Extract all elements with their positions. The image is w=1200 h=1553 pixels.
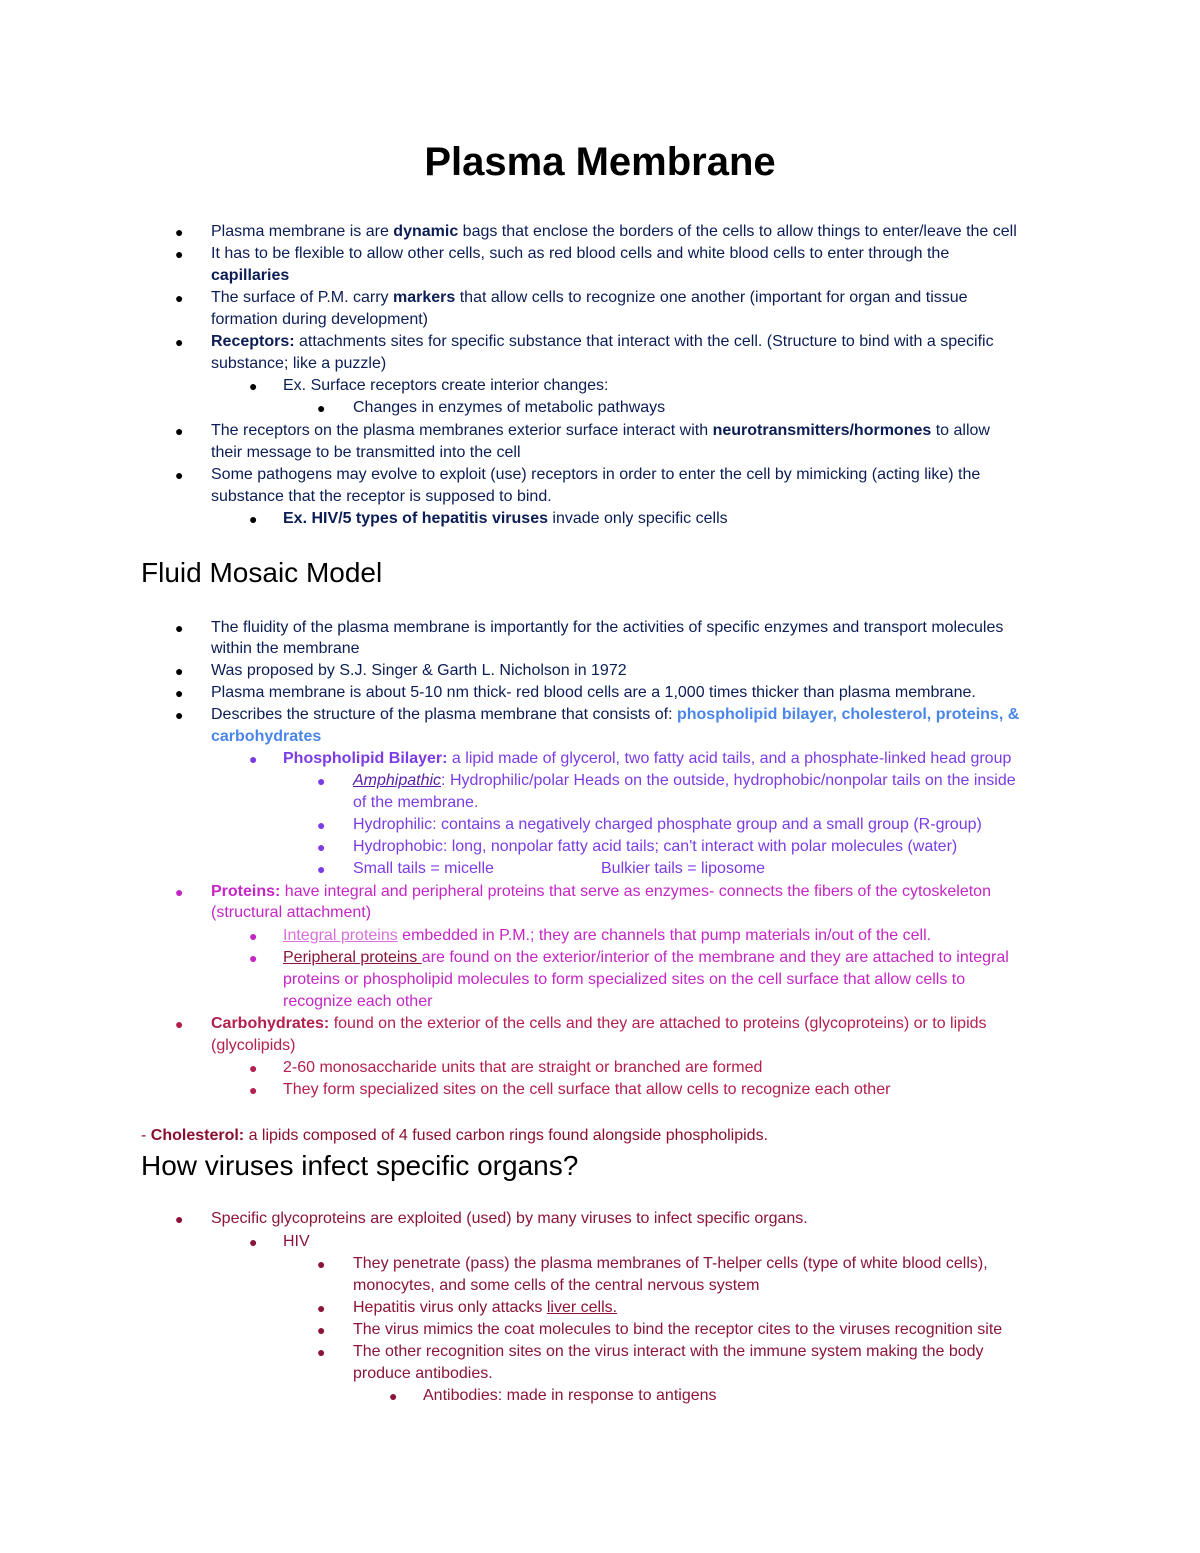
- list-item-cont: substance that the receptor is supposed to bind.: [211, 488, 552, 505]
- bullet: ●: [175, 620, 184, 636]
- list-item: Phospholipid Bilayer: a lipid made of glycerol, two fatty acid tails, and a phosphate-linked head group: [283, 750, 1012, 767]
- bullet: ●: [317, 1322, 326, 1338]
- list-item: Specific glycoproteins are exploited (used) by many viruses to infect specific organs.: [211, 1210, 808, 1227]
- bullet: ●: [175, 1211, 184, 1227]
- list-item: 2-60 monosaccharide units that are straight or branched are formed: [283, 1059, 763, 1076]
- bullet: ●: [175, 685, 184, 701]
- list-item: Receptors: attachments sites for specific substance that interact with the cell. (Structure to bind with a specific: [211, 333, 994, 350]
- list-item: The fluidity of the plasma membrane is importantly for the activities of specific enzymes and transport molecules: [211, 619, 1004, 636]
- list-item: Plasma membrane is about 5-10 nm thick- red blood cells are a 1,000 times thicker than plasma membrane.: [211, 684, 976, 701]
- bullet: ●: [175, 884, 184, 900]
- bullet: ●: [249, 511, 258, 527]
- list-item: It has to be flexible to allow other cells, such as red blood cells and white blood cells to enter through the: [211, 245, 950, 262]
- bullet: ●: [175, 467, 184, 483]
- list-item-cont: capillaries: [211, 267, 290, 284]
- list-item: The receptors on the plasma membranes exterior surface interact with neurotransmitters/hormones to allow: [211, 422, 990, 439]
- section-heading: How viruses infect specific organs?: [141, 1150, 579, 1181]
- list-item: Hydrophobic: long, nonpolar fatty acid tails; can't interact with polar molecules (water): [353, 838, 958, 855]
- bullet: ●: [175, 246, 184, 262]
- list-item: Integral proteins embedded in P.M.; they are channels that pump materials in/out of the cell.: [283, 927, 932, 944]
- list-item-cont: (glycolipids): [211, 1037, 296, 1054]
- list-item: Proteins: have integral and peripheral proteins that serve as enzymes- connects the fibers of the cytoskeleton: [211, 883, 991, 900]
- bullet: ●: [249, 928, 258, 944]
- list-item: They penetrate (pass) the plasma membranes of T-helper cells (type of white blood cells),: [353, 1255, 988, 1272]
- list-item-cont: proteins or phospholipid molecules to form specialized sites on the cell surface that allow cells to: [283, 971, 966, 988]
- list-item: Carbohydrates: found on the exterior of the cells and they are attached to proteins (glycoproteins) or to lipids: [211, 1015, 987, 1032]
- list-item: HIV: [283, 1233, 310, 1250]
- list-item: Small tails = micelle: [353, 860, 494, 877]
- list-item-cont: produce antibodies.: [353, 1365, 493, 1382]
- list-item: The virus mimics the coat molecules to bind the receptor cites to the viruses recognition site: [353, 1321, 1003, 1338]
- bullet: ●: [175, 224, 184, 240]
- bullet: ●: [317, 1300, 326, 1316]
- bullet: ●: [389, 1388, 398, 1404]
- bullet: ●: [175, 423, 184, 439]
- bullet: ●: [317, 773, 326, 789]
- bullet: ●: [249, 1082, 258, 1098]
- list-item-cont: their message to be transmitted into the cell: [211, 444, 521, 461]
- list-item-cont: recognize each other: [283, 993, 433, 1010]
- list-item-cont: within the membrane: [211, 640, 360, 657]
- list-item-cont: carbohydrates: [211, 728, 322, 745]
- bullet: ●: [249, 751, 258, 767]
- bullet: ●: [317, 861, 326, 877]
- bullet: ●: [175, 707, 184, 723]
- bullet: ●: [317, 1256, 326, 1272]
- bullet: ●: [249, 950, 258, 966]
- page-title: Plasma Membrane: [424, 140, 776, 184]
- list-item: Hepatitis virus only attacks liver cells.: [353, 1299, 618, 1316]
- list-item: They form specialized sites on the cell surface that allow cells to recognize each other: [283, 1081, 891, 1098]
- section-heading: Fluid Mosaic Model: [141, 557, 383, 588]
- bullet: ●: [175, 1016, 184, 1032]
- bullet: ●: [317, 400, 326, 416]
- bullet: ●: [317, 839, 326, 855]
- list-item: Peripheral proteins are found on the exterior/interior of the membrane and they are attached to integral: [283, 949, 1009, 966]
- list-item: Was proposed by S.J. Singer & Garth L. Nicholson in 1972: [211, 662, 627, 679]
- bullet: ●: [317, 1344, 326, 1360]
- bullet: ●: [249, 1234, 258, 1250]
- bullet: ●: [175, 290, 184, 306]
- list-item: Ex. Surface receptors create interior changes:: [283, 377, 609, 394]
- list-item-cont: of the membrane.: [353, 794, 479, 811]
- list-item-cont: substance; like a puzzle): [211, 355, 387, 372]
- list-item: Ex. HIV/5 types of hepatitis viruses invade only specific cells: [283, 510, 728, 527]
- bullet: ●: [249, 378, 258, 394]
- bullet: ●: [249, 1060, 258, 1076]
- list-item: Changes in enzymes of metabolic pathways: [353, 399, 666, 416]
- cholesterol-line: - Cholesterol: a lipids composed of 4 fused carbon rings found alongside phospholipids.: [141, 1127, 769, 1144]
- list-item: Describes the structure of the plasma membrane that consists of: phospholipid bilayer, cholesterol, proteins, &: [211, 706, 1020, 723]
- list-item-col2: Bulkier tails = liposome: [601, 860, 766, 877]
- list-item: Antibodies: made in response to antigens: [423, 1387, 717, 1404]
- list-item: Hydrophilic: contains a negatively charged phosphate group and a small group (R-group): [353, 816, 982, 833]
- list-item: Plasma membrane is are dynamic bags that enclose the borders of the cells to allow things to enter/leave the cell: [211, 223, 1017, 240]
- bullet: ●: [317, 817, 326, 833]
- list-item-cont: formation during development): [211, 311, 429, 328]
- bullet: ●: [175, 334, 184, 350]
- bullet: ●: [175, 663, 184, 679]
- list-item: Some pathogens may evolve to exploit (use) receptors in order to enter the cell by mimicking (acting like) the: [211, 466, 981, 483]
- list-item: Amphipathic: Hydrophilic/polar Heads on the outside, hydrophobic/nonpolar tails on the inside: [353, 772, 1016, 789]
- list-item-cont: (structural attachment): [211, 904, 372, 921]
- list-item-cont: monocytes, and some cells of the central nervous system: [353, 1277, 760, 1294]
- list-item: The other recognition sites on the virus interact with the immune system making the body: [353, 1343, 984, 1360]
- list-item: The surface of P.M. carry markers that allow cells to recognize one another (important for organ and tissue: [211, 289, 968, 306]
